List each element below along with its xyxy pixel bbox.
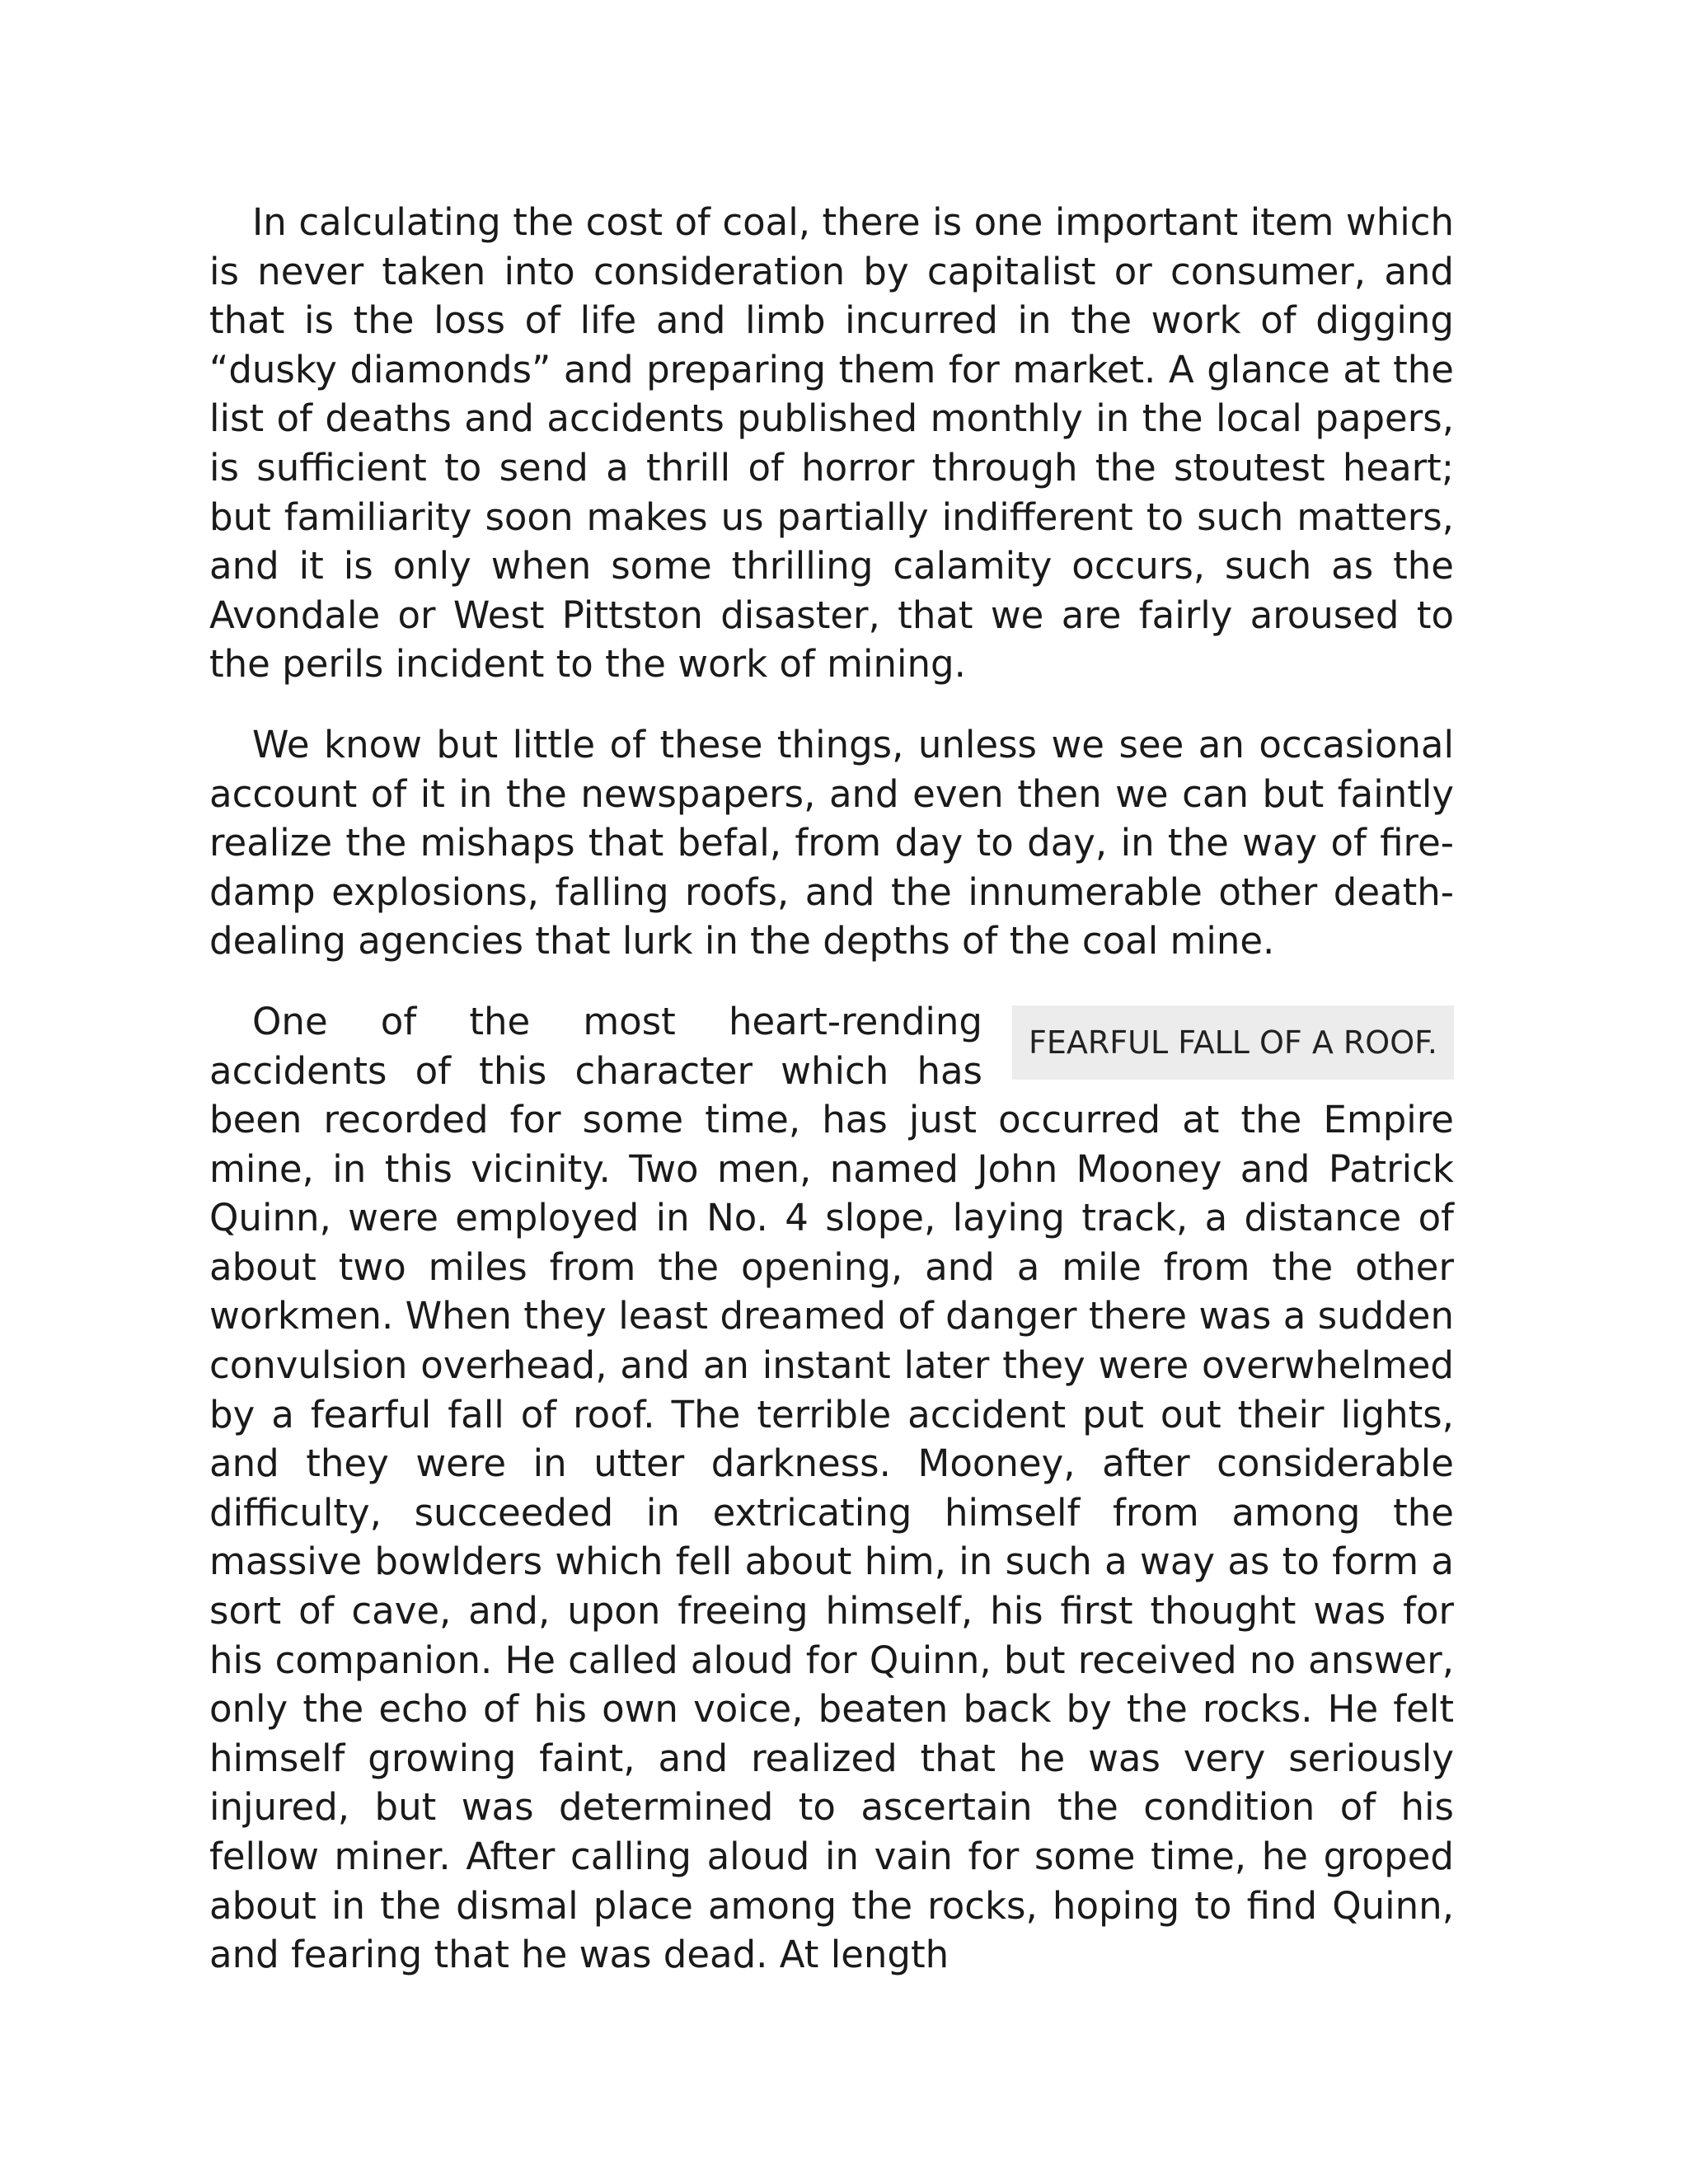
- document-page: [209, 198, 1454, 2011]
- paragraph-1: In calculating the cost of coal, there is one important item which is never taken into consideration by capitalist or consumer, and that is the loss of life and limb incurred in the work of digging “dusky diamonds” and preparing them for market. A glance at the list of deaths and accidents published monthly in the local papers, is sufficient to send a thrill of horror through the stoutest heart; but familiarity soon makes us partially indifferent to such matters, and it is only when some thrilling calamity occurs, such as the Avondale or West Pittston disaster, that we are fairly aroused to the perils incident to the work of mining.: [209, 200, 1454, 687]
- sidenote-heading: FEARFUL FALL OF A ROOF.: [1012, 1005, 1454, 1080]
- paragraph-3: One of the most heart-rending accidents of this character which has been recorded for some time, has just occurred at the Empire mine, in this vicinity. Two men, named John Mooney and Patrick Quinn, were employed in No. 4 slope, laying track, a distance of about two miles from the opening, and a mile from the other workmen. When they least dreamed of danger there was a sudden convulsion overhead, and an instant later they were overwhelmed by a fearful fall of roof. The terrible accident put out their lights, and they were in utter darkness. Mooney, after considerable difficulty, succeeded in extricating himself from among the massive bowlders which fell about him, in such a way as to form a sort of cave, and, upon freeing himself, his first thought was for his companion. He called aloud for Quinn, but received no answer, only the echo of his own voice, beaten back by the rocks. He felt himself growing faint, and realized that he was very seriously injured, but was determined to ascertain the condition of his fellow miner. After calling aloud in vain for some time, he groped about in the dismal place among the rocks, hoping to find Quinn, and fearing that he was dead. At length: [209, 999, 1454, 1977]
- paragraph-2: We know but little of these things, unless we see an occasional account of it in the newspapers, and even then we can but faintly realize the mishaps that befal, from day to day, in the way of fire-damp explosions, falling roofs, and the innumerable other death-dealing agencies that lurk in the depths of the coal mine.: [209, 722, 1454, 963]
